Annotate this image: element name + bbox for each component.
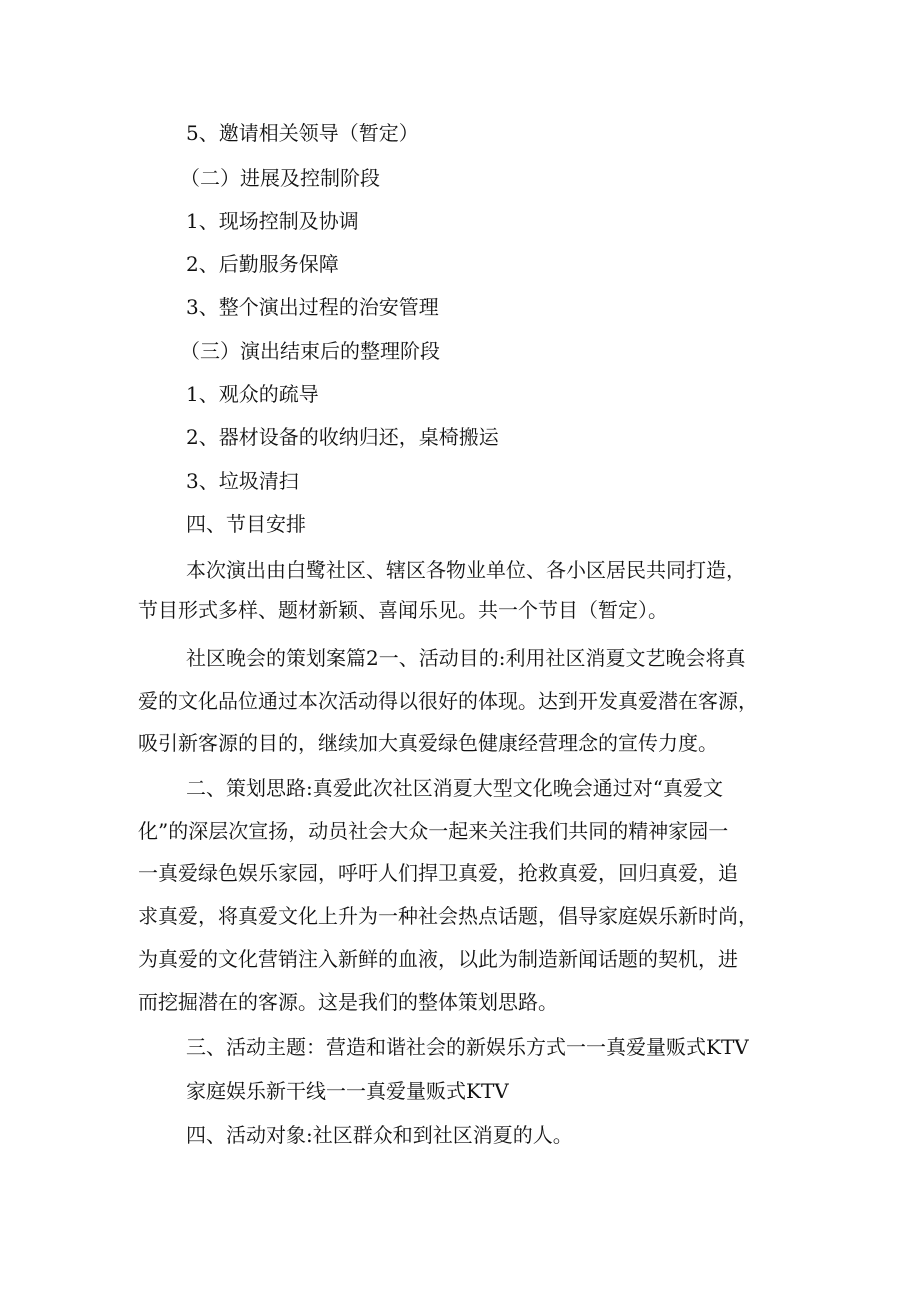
text-line-9: 3、垃圾清扫 — [186, 469, 299, 493]
paragraph-line-20: 为真爱的文化营销注入新鲜的血液，以此为制造新闻话题的契机，进 — [138, 947, 738, 971]
paragraph-line-11: 本次演出由白鹭社区、辖区各物业单位、各小区居民共同打造， — [186, 558, 746, 582]
paragraph-line-24: 四、活动对象:社区群众和到社区消夏的人。 — [186, 1123, 573, 1147]
paragraph-line-14: 爱的文化品位通过本次活动得以很好的体现。达到开发真爱潜在客源， — [138, 689, 758, 713]
paragraph-line-22: 三、活动主题：营造和谐社会的新娱乐方式一一真爱量贩式KTV — [186, 1035, 749, 1059]
paragraph-line-18: 一真爱绿色娱乐家园，呼吁人们捍卫真爱，抢救真爱，回归真爱，追 — [138, 861, 738, 885]
section-heading-10: 四、节目安排 — [186, 512, 306, 536]
paragraph-line-21: 而挖掘潜在的客源。这是我们的整体策划思路。 — [138, 990, 558, 1014]
paragraph-line-12: 节目形式多样、题材新颖、喜闻乐见。共一个节目（暂定）。 — [138, 598, 668, 622]
section-heading-2: （二）进展及控制阶段 — [180, 166, 380, 190]
paragraph-line-15: 吸引新客源的目的，继续加大真爱绿色健康经营理念的宣传力度。 — [138, 731, 718, 755]
paragraph-line-16: 二、策划思路:真爱此次社区消夏大型文化晚会通过对“真爱文 — [186, 776, 723, 800]
paragraph-line-13: 社区晚会的策划案篇2一、活动目的:利用社区消夏文艺晚会将真 — [186, 646, 746, 670]
text-line-4: 2、后勤服务保障 — [186, 252, 339, 276]
text-line-5: 3、整个演出过程的治安管理 — [186, 295, 439, 319]
text-line-1: 5、邀请相关领导（暂定） — [186, 121, 419, 145]
text-line-3: 1、现场控制及协调 — [186, 209, 359, 233]
section-heading-6: （三）演出结束后的整理阶段 — [180, 339, 440, 363]
paragraph-line-17: 化”的深层次宣扬，动员社会大众一起来关注我们共同的精神家园一 — [138, 819, 729, 843]
text-line-8: 2、器材设备的收纳归还，桌椅搬运 — [186, 425, 499, 449]
paragraph-line-19: 求真爱，将真爱文化上升为一种社会热点话题，倡导家庭娱乐新时尚， — [138, 904, 758, 928]
text-line-7: 1、观众的疏导 — [186, 382, 319, 406]
paragraph-line-23: 家庭娱乐新干线一一真爱量贩式KTV — [186, 1079, 509, 1103]
